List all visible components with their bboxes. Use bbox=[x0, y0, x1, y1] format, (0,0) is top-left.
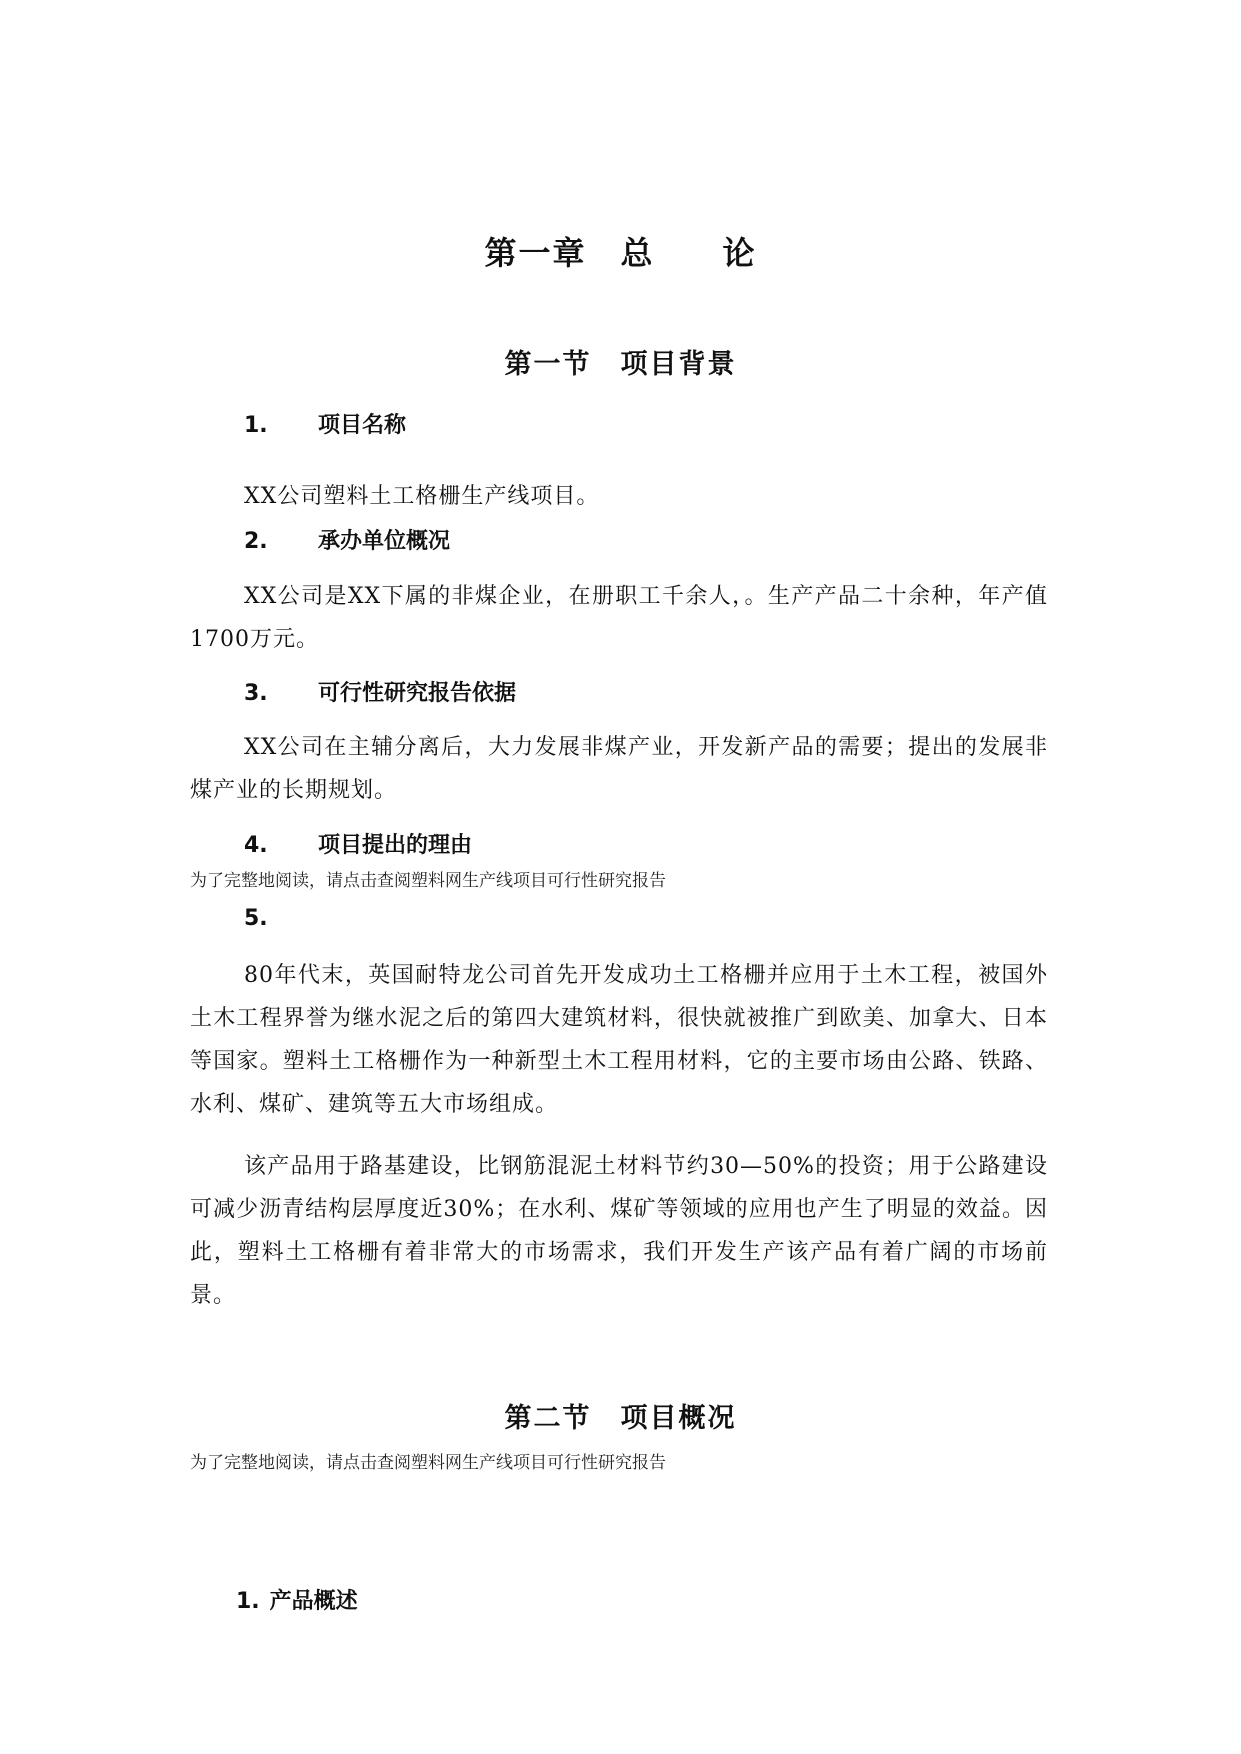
heading-product-overview bbox=[236, 1584, 358, 1615]
heading-text: 项目名称 bbox=[318, 413, 407, 438]
heading-number: 1. bbox=[244, 413, 268, 438]
paragraph-project-name: XX公司塑料土工格栅生产线项目。 bbox=[244, 484, 600, 509]
heading-item-5 bbox=[244, 906, 318, 931]
heading-text: 产品概述 bbox=[269, 1589, 358, 1614]
chapter-title: 第一章 总 论 bbox=[484, 234, 757, 272]
heading-report-basis bbox=[244, 676, 516, 707]
heading-number: 2. bbox=[244, 529, 268, 554]
section-title-overview: 第二节 项目概况 bbox=[504, 1403, 737, 1434]
heading-text: 可行性研究报告依据 bbox=[318, 681, 517, 706]
paragraph-host-unit: XX公司是XX下属的非煤企业，在册职工千余人，。生产产品二十余种，年产值1700万元。 bbox=[190, 584, 1048, 652]
heading-number: 4. bbox=[244, 833, 268, 858]
heading-host-unit bbox=[244, 524, 450, 555]
heading-text: 承办单位概况 bbox=[318, 529, 451, 554]
read-full-report-notice[interactable]: 为了完整地阅读，请点击查阅塑料网生产线项目可行性研究报告 bbox=[190, 1453, 666, 1473]
heading-project-name bbox=[244, 408, 406, 439]
heading-number: 5. bbox=[244, 906, 268, 931]
heading-number: 1. bbox=[236, 1589, 260, 1614]
heading-text: 项目提出的理由 bbox=[318, 833, 473, 858]
paragraph-market-history: 80年代末，英国耐特龙公司首先开发成功土工格栅并应用于土木工程，被国外土木工程界誉为继水泥之后的第四大建筑材料，很快就被推广到欧美、加拿大、日本等国家。塑料土工格栅作为一种新型土木工程用材料，它的主要市场由公路、铁路、水利、煤矿、建筑等五大市场组成。 bbox=[190, 963, 1048, 1117]
read-full-report-notice[interactable]: 为了完整地阅读，请点击查阅塑料网生产线项目可行性研究报告 bbox=[190, 871, 666, 891]
paragraph-report-basis: XX公司在主辅分离后，大力发展非煤产业，开发新产品的需要；提出的发展非煤产业的长期规划。 bbox=[190, 735, 1048, 803]
section-title-background: 第一节 项目背景 bbox=[504, 349, 737, 380]
paragraph-market-outlook: 该产品用于路基建设，比钢筋混泥土材料节约30—50%的投资；用于公路建设可减少沥青结构层厚度近30%；在水利、煤矿等领域的应用也产生了明显的效益。因此，塑料土工格栅有着非常大的市场需求，我们开发生产该产品有着广阔的市场前景。 bbox=[190, 1154, 1048, 1308]
heading-number: 3. bbox=[244, 681, 268, 706]
heading-project-reason bbox=[244, 828, 472, 859]
